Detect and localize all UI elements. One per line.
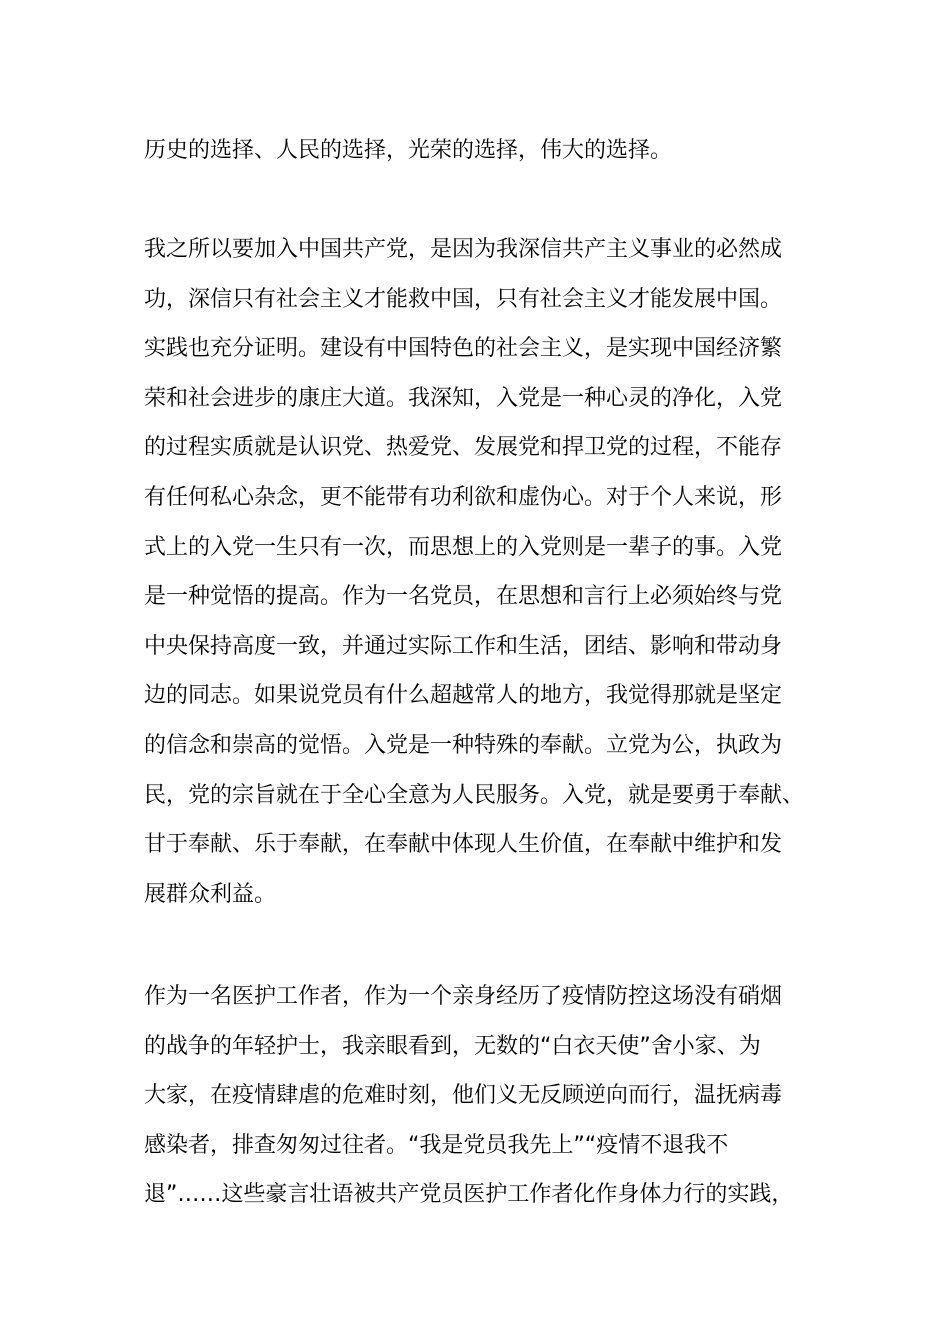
- text-line: 感染者，排查匆匆过往者。“我是党员我先上”“疫情不退我不: [144, 1132, 729, 1158]
- text-line: 大家，在疫情肆虐的危难时刻，他们义无反顾逆向而行，温抚病毒: [144, 1083, 783, 1109]
- text-line: 退”……这些豪言壮语被共产党员医护工作者化作身体力行的实践，: [144, 1182, 794, 1208]
- text-line: 是一种觉悟的提高。作为一名党员，在思想和言行上必须始终与党: [144, 584, 783, 610]
- text-line: 边的同志。如果说党员有什么超越常人的地方，我觉得那就是坚定: [144, 683, 783, 709]
- text-line: 有任何私心杂念，更不能带有功利欲和虚伪心。对于个人来说，形: [144, 484, 783, 510]
- paragraph-3: [144, 972, 844, 1220]
- text-line: 荣和社会进步的康庄大道。我深知，入党是一种心灵的净化，入党: [144, 385, 783, 411]
- text-line: 我之所以要加入中国共产党，是因为我深信共产主义事业的必然成: [144, 237, 783, 262]
- text-line: 的信念和崇高的觉悟。入党是一种特殊的奉献。立党为公，执政为: [144, 732, 783, 758]
- text-line: 展群众利益。: [144, 881, 277, 907]
- text-line: 的战争的年轻护士，我亲眼看到，无数的“白衣天使”舍小家、为: [144, 1033, 761, 1059]
- text-line: 式上的入党一生只有一次，而思想上的入党则是一辈子的事。入党: [144, 534, 783, 560]
- paragraph-1: [144, 126, 844, 176]
- text-line: 功，深信只有社会主义才能救中国，只有社会主义才能发展中国。: [144, 286, 783, 312]
- text-line: 中央保持高度一致，并通过实际工作和生活，团结、影响和带动身: [144, 633, 783, 659]
- text-line: 实践也充分证明。建设有中国特色的社会主义，是实现中国经济繁: [144, 336, 783, 362]
- text-line: 民，党的宗旨就在于全心全意为人民服务。入党，就是要勇于奉献、: [144, 782, 805, 808]
- text-line: 作为一名医护工作者，作为一个亲身经历了疫情防控这场没有硝烟: [144, 984, 783, 1009]
- paragraph-2: [144, 225, 844, 919]
- text-line: 历史的选择、人民的选择，光荣的选择，伟大的选择。: [144, 138, 673, 163]
- text-line: 的过程实质就是认识党、热爱党、发展党和捍卫党的过程，不能存: [144, 435, 783, 461]
- text-line: 甘于奉献、乐于奉献，在奉献中体现人生价值，在奉献中维护和发: [144, 832, 783, 858]
